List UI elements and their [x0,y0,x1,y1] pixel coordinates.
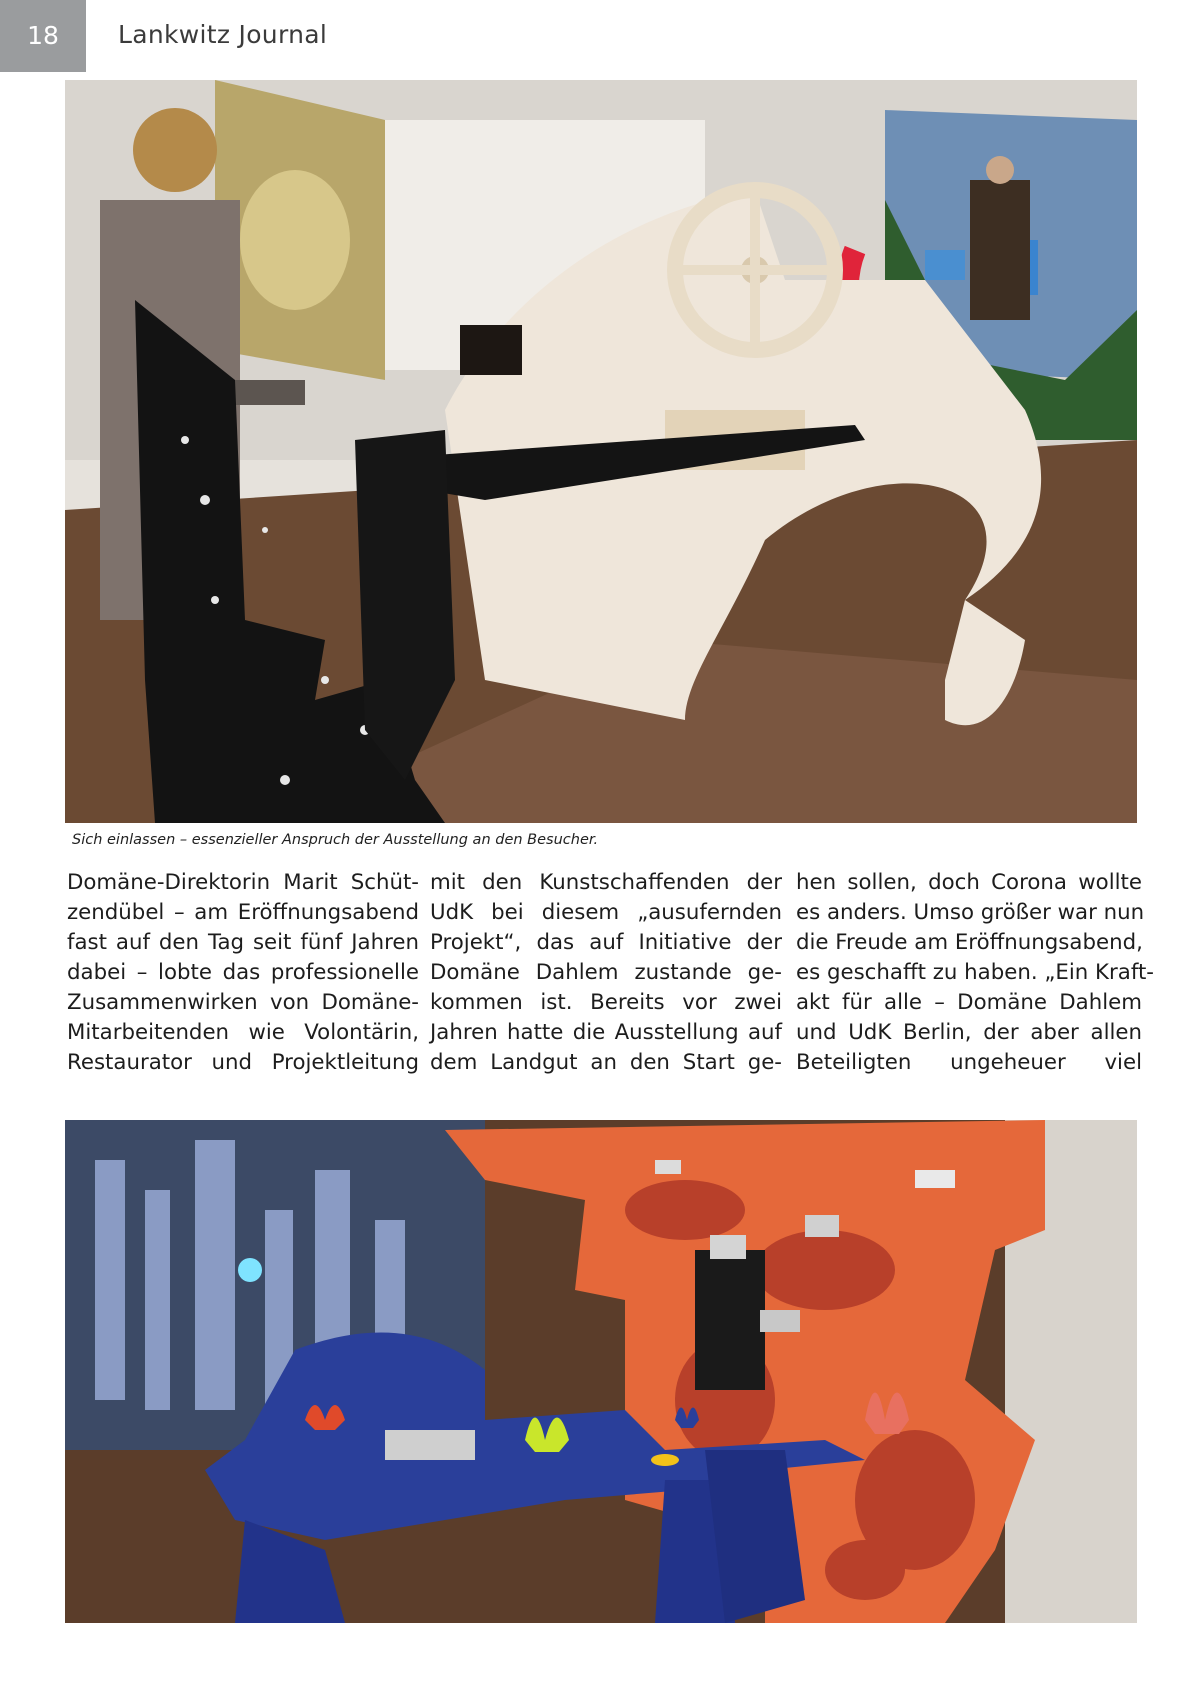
journal-title: Lankwitz Journal [118,20,328,49]
text-line: akt für alle – Domäne Dahlem [796,990,1142,1015]
text-line: mit den Kunstschaffenden der [430,870,782,895]
text-line: es geschafft zu haben. „Ein Kraft- [796,960,1154,985]
text-line: fast auf den Tag seit fünf Jahren [67,930,419,955]
text-line: Beteiligten ungeheuer viel [796,1050,1142,1075]
text-line: es anders. Umso größer war nun [796,900,1145,925]
photo-exhibition-installation-image [65,80,1137,823]
text-line: Restaurator und Projektleitung [67,1050,419,1075]
page-number: 18 [0,0,86,72]
photo-caption: Sich einlassen – essenzieller Anspruch der Ausstellung an den Besucher. [72,832,599,848]
photo-coral-installation [65,1120,1137,1623]
text-line: hen sollen, doch Corona wollte [796,870,1142,895]
article-column-3 [796,868,1154,1078]
text-line: kommen ist. Bereits vor zwei [430,990,782,1015]
text-line: UdK bei diesem „ausufernden [430,900,782,925]
text-line: zendübel – am Eröffnungsabend [67,900,419,925]
text-line: dem Landgut an den Start ge- [430,1050,782,1075]
text-line: Mitarbeitenden wie Volontärin, [67,1020,419,1045]
article-column-1 [67,868,419,1078]
text-line: Domäne Dahlem zustande ge- [430,960,782,985]
article-column-2 [430,868,782,1078]
photo-exhibition-installation [65,80,1137,823]
photo-coral-installation-image [65,1120,1137,1623]
text-line: Jahren hatte die Ausstellung auf [430,1020,782,1045]
text-line: die Freude am Eröffnungsabend, [796,930,1143,955]
text-line: und UdK Berlin, der aber allen [796,1020,1142,1045]
text-line: Domäne-Direktorin Marit Schüt- [67,870,419,895]
text-line: Zusammenwirken von Domäne- [67,990,419,1015]
text-line: Projekt“, das auf Initiative der [430,930,782,955]
text-line: dabei – lobte das professionelle [67,960,419,985]
